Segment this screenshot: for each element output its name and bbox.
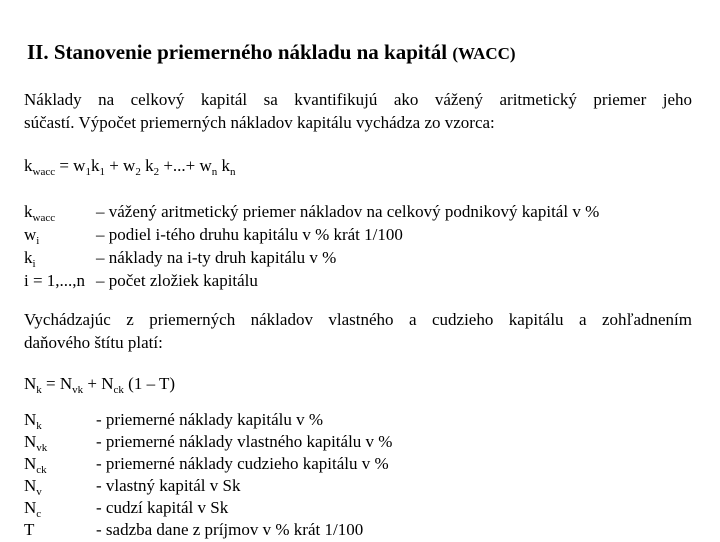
formula-subscript: 1: [85, 166, 91, 178]
formula-text: k: [140, 156, 154, 175]
definition-symbol: $N_k$: [24, 410, 42, 432]
definition-symbol: $N_v$: [24, 476, 42, 498]
definition-text: - cudzí kapitál v Sk: [96, 498, 229, 517]
formula-subscript: 2: [135, 166, 141, 178]
definition-symbol: $k_i$: [24, 248, 36, 270]
formula-subscript: 1: [99, 166, 105, 178]
formula-subscript: wacc: [32, 166, 56, 178]
formula-subscript: k: [36, 384, 42, 396]
definition-text: – podiel i-tého druhu kapitálu v % krát 1/100: [96, 225, 403, 244]
definition-text: – počet zložiek kapitálu: [96, 271, 258, 290]
formula-text: + w: [104, 156, 136, 175]
formula-subscript: n: [211, 166, 218, 178]
formula-text: = w: [55, 156, 86, 175]
formula-text: +...+ w: [159, 156, 212, 175]
formula-subscript: n: [230, 166, 236, 178]
definition-symbol: $w_i$: [24, 225, 40, 247]
cost-of-capital-formula: [24, 374, 175, 394]
formula-text: + N: [83, 374, 114, 393]
formula-symbol: k: [24, 156, 33, 175]
intro-line-2: súčastí. Výpočet priemerných nákladov kapitálu vychádza zo vzorca:: [24, 113, 495, 132]
definition-symbol: i = 1,...,n: [24, 271, 86, 290]
definition-symbol: $N_c$: [24, 498, 42, 520]
definition-text: – náklady na i-ty druh kapitálu v %: [96, 248, 337, 267]
definition-text: - vlastný kapitál v Sk: [96, 476, 241, 495]
formula-subscript: 2: [153, 166, 160, 178]
page-title: [27, 40, 516, 65]
definition-symbol: $N_{ck}$: [24, 454, 47, 476]
formula-symbol: N: [24, 374, 37, 393]
definition-symbol: $N_{vk}$: [24, 432, 48, 454]
definition-text: - priemerné náklady kapitálu v %: [96, 410, 324, 429]
wacc-formula: [24, 156, 236, 176]
definition-text: - priemerné náklady cudzieho kapitálu v %: [96, 454, 389, 473]
intro-paragraph: [24, 88, 692, 134]
formula-text: = N: [41, 374, 73, 393]
formula-subscript: ck: [113, 384, 124, 396]
intro-line-1: Náklady na celkový kapitál sa kvantifikujú ako vážený aritmetický priemer jeho: [24, 90, 692, 109]
formula-text: k: [217, 156, 231, 175]
formula-text: (1 – T): [123, 374, 176, 393]
definition-text: - sadzba dane z príjmov v % krát 1/100: [96, 520, 364, 539]
title-main: II. Stanovenie priemerného nákladu na kapitál: [27, 40, 448, 64]
definition-text: – vážený aritmetický priemer nákladov na celkový podnikový kapitál v %: [96, 202, 600, 221]
formula-text: k: [90, 156, 100, 175]
formula-subscript: vk: [72, 384, 84, 396]
shield-paragraph: [24, 308, 692, 354]
title-abbreviation: (WACC): [452, 44, 516, 63]
definition-symbol: $k_{wacc}$: [24, 202, 56, 224]
shield-line-1: Vychádzajúc z priemerných nákladov vlastného a cudzieho kapitálu a zohľadnením: [24, 310, 692, 329]
definition-text: - priemerné náklady vlastného kapitálu v %: [96, 432, 393, 451]
definition-symbol: T: [24, 520, 35, 539]
shield-line-2: daňového štítu platí:: [24, 333, 163, 352]
